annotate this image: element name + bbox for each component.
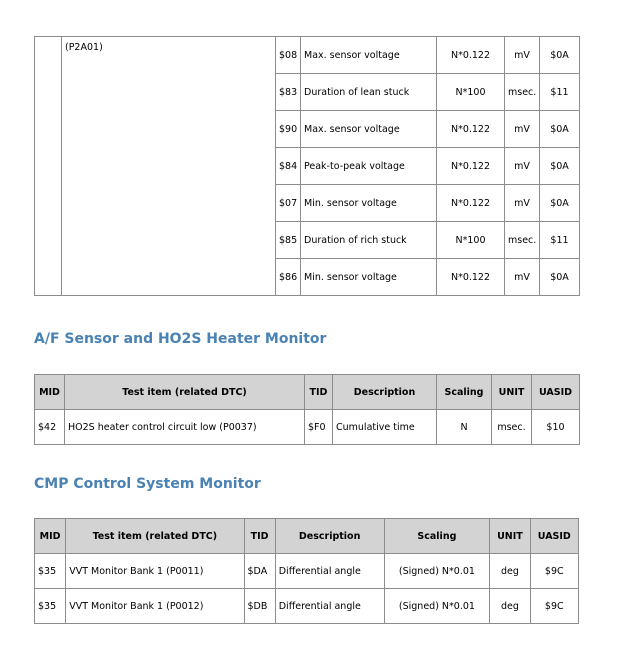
description-cell: Cumulative time — [333, 410, 437, 445]
table-row — [35, 37, 580, 74]
unit-cell: mV — [505, 148, 540, 185]
unit-cell: mV — [505, 37, 540, 74]
description-cell: Min. sensor voltage — [301, 185, 437, 222]
scaling-cell: (Signed) N*0.01 — [384, 554, 490, 589]
header-description: Description — [333, 375, 437, 410]
header-description: Description — [275, 519, 384, 554]
scaling-cell: (Signed) N*0.01 — [384, 589, 490, 624]
header-test-item: Test item (related DTC) — [65, 375, 305, 410]
scaling-cell: N*0.122 — [437, 148, 505, 185]
uasid-cell: $11 — [540, 74, 580, 111]
scaling-cell: N*0.122 — [437, 185, 505, 222]
scaling-cell: N — [437, 410, 492, 445]
header-tid: TID — [244, 519, 275, 554]
description-cell: Min. sensor voltage — [301, 259, 437, 296]
scaling-cell: N*100 — [437, 74, 505, 111]
uasid-cell: $10 — [532, 410, 580, 445]
tid-cell: $90 — [276, 111, 301, 148]
tid-cell: $85 — [276, 222, 301, 259]
uasid-cell: $11 — [540, 222, 580, 259]
test-item-cell: VVT Monitor Bank 1 (P0012) — [66, 589, 244, 624]
unit-cell: msec. — [492, 410, 532, 445]
table-row — [35, 410, 580, 445]
test-item-cell: (P2A01) — [62, 37, 276, 296]
description-cell: Peak-to-peak voltage — [301, 148, 437, 185]
header-test-item: Test item (related DTC) — [66, 519, 244, 554]
header-scaling: Scaling — [384, 519, 490, 554]
header-uasid: UASID — [532, 375, 580, 410]
description-cell: Differential angle — [275, 589, 384, 624]
unit-cell: mV — [505, 111, 540, 148]
header-unit: UNIT — [492, 375, 532, 410]
uasid-cell: $9C — [530, 589, 578, 624]
scaling-cell: N*0.122 — [437, 37, 505, 74]
description-cell: Duration of lean stuck — [301, 74, 437, 111]
header-unit: UNIT — [490, 519, 530, 554]
uasid-cell: $0A — [540, 148, 580, 185]
test-item-cell: HO2S heater control circuit low (P0037) — [65, 410, 305, 445]
tid-cell: $84 — [276, 148, 301, 185]
unit-cell: msec. — [505, 74, 540, 111]
description-cell: Differential angle — [275, 554, 384, 589]
table-row — [35, 554, 579, 589]
header-mid: MID — [35, 375, 65, 410]
header-scaling: Scaling — [437, 375, 492, 410]
table-header-row — [35, 375, 580, 410]
unit-cell: deg — [490, 554, 530, 589]
unit-cell: msec. — [505, 222, 540, 259]
tid-cell: $07 — [276, 185, 301, 222]
uasid-cell: $0A — [540, 111, 580, 148]
mid-cell: $35 — [35, 589, 66, 624]
description-cell: Max. sensor voltage — [301, 37, 437, 74]
tid-cell: $83 — [276, 74, 301, 111]
tid-cell: $08 — [276, 37, 301, 74]
section-title-af-sensor: A/F Sensor and HO2S Heater Monitor — [34, 331, 327, 347]
mid-cell: $42 — [35, 410, 65, 445]
description-cell: Max. sensor voltage — [301, 111, 437, 148]
cmp-control-table — [34, 518, 579, 624]
tid-cell: $F0 — [305, 410, 333, 445]
af-sensor-table — [34, 374, 580, 445]
uasid-cell: $9C — [530, 554, 578, 589]
table-row — [35, 589, 579, 624]
uasid-cell: $0A — [540, 37, 580, 74]
scaling-cell: N*100 — [437, 222, 505, 259]
description-cell: Duration of rich stuck — [301, 222, 437, 259]
uasid-cell: $0A — [540, 185, 580, 222]
scaling-cell: N*0.122 — [437, 259, 505, 296]
tid-cell: $DA — [244, 554, 275, 589]
test-item-cell: VVT Monitor Bank 1 (P0011) — [66, 554, 244, 589]
unit-cell: deg — [490, 589, 530, 624]
monitor-table-continued — [34, 36, 580, 296]
uasid-cell: $0A — [540, 259, 580, 296]
mid-cell: $35 — [35, 554, 66, 589]
unit-cell: mV — [505, 185, 540, 222]
mid-cell — [35, 37, 62, 296]
tid-cell: $DB — [244, 589, 275, 624]
scaling-cell: N*0.122 — [437, 111, 505, 148]
table-header-row — [35, 519, 579, 554]
section-title-cmp-control: CMP Control System Monitor — [34, 476, 261, 492]
unit-cell: mV — [505, 259, 540, 296]
header-mid: MID — [35, 519, 66, 554]
header-tid: TID — [305, 375, 333, 410]
header-uasid: UASID — [530, 519, 578, 554]
tid-cell: $86 — [276, 259, 301, 296]
